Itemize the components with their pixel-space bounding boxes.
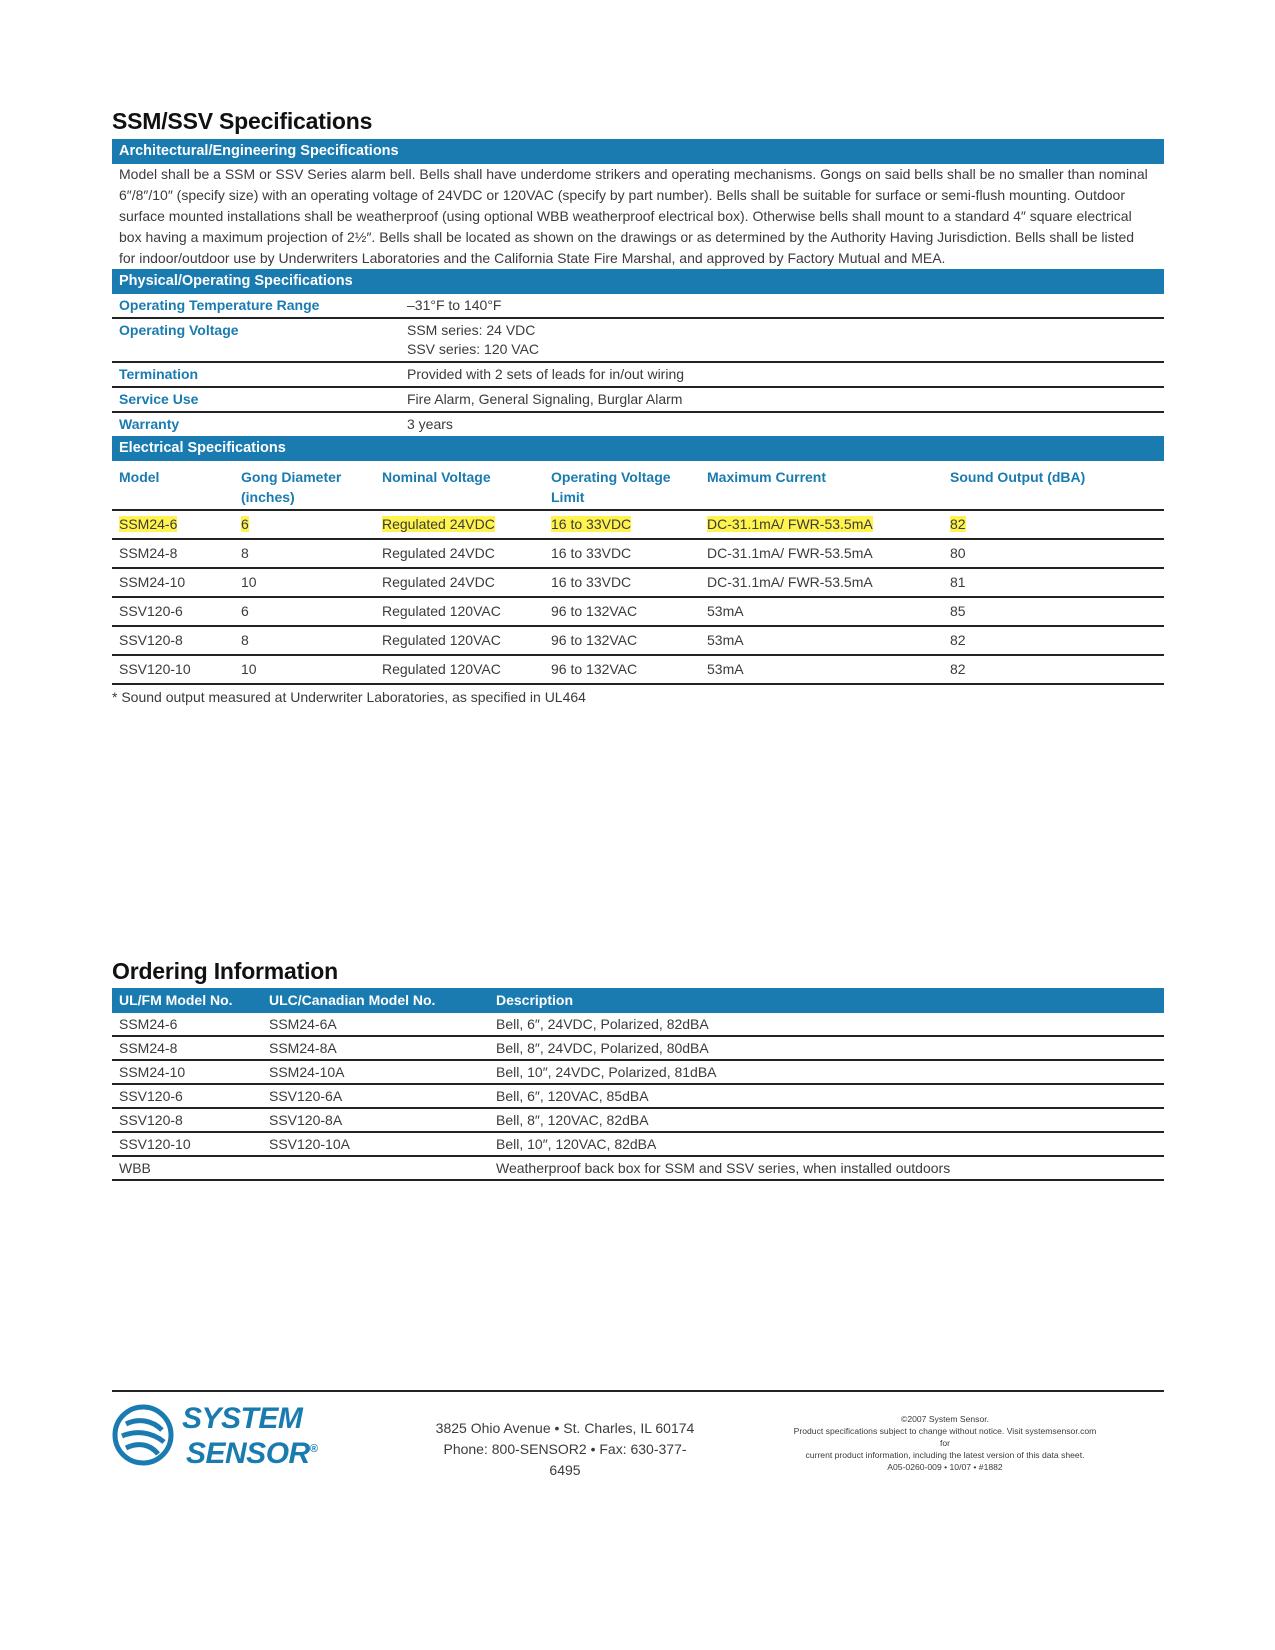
table-cell: 8 — [234, 539, 375, 568]
disclaimer-line: Product specifications subject to change without notice. Visit systemsensor.com for — [793, 1426, 1097, 1448]
spec-label: Operating Temperature Range — [112, 294, 400, 318]
table-cell: 8 — [234, 626, 375, 655]
table-row — [112, 1013, 1164, 1036]
column-header: ULC/Canadian Model No. — [262, 988, 489, 1013]
table-cell: SSV120-10A — [262, 1132, 489, 1156]
copyright-block — [790, 1413, 1100, 1473]
system-sensor-logo — [112, 1402, 362, 1472]
table-cell: DC-31.1mA/ FWR-53.5mA — [700, 539, 943, 568]
table-cell: SSM24-10A — [262, 1060, 489, 1084]
table-cell: 16 to 33VDC — [544, 539, 700, 568]
table-row — [112, 387, 1164, 412]
column-header: Nominal Voltage — [375, 461, 544, 510]
table-cell: Bell, 6″, 120VAC, 85dBA — [489, 1084, 1164, 1108]
table-cell: SSM24-8 — [112, 1036, 262, 1060]
table-row — [112, 1156, 1164, 1180]
table-row — [112, 539, 1164, 568]
spec-label: Termination — [112, 362, 400, 387]
table-cell: 82 — [943, 655, 1164, 684]
copyright-line: ©2007 System Sensor. — [900, 1414, 990, 1424]
table-cell: SSM24-6A — [262, 1013, 489, 1036]
column-header: Operating Voltage Limit — [544, 461, 700, 510]
highlighted-text: 16 to 33VDC — [551, 516, 632, 532]
logo-line-2-text: SENSOR — [186, 1437, 310, 1470]
spec-value: –31°F to 140°F — [400, 294, 1164, 318]
table-cell: SSM24-8A — [262, 1036, 489, 1060]
spec-label: Operating Voltage — [112, 318, 400, 362]
table-row — [112, 597, 1164, 626]
column-header: Description — [489, 988, 1164, 1013]
table-cell: 96 to 132VAC — [544, 626, 700, 655]
document-code: A05-0260-009 • 10/07 • #1882 — [887, 1462, 1003, 1472]
table-cell: WBB — [112, 1156, 262, 1180]
table-cell: Bell, 8″, 24VDC, Polarized, 80dBA — [489, 1036, 1164, 1060]
table-cell: 10 — [234, 568, 375, 597]
table-cell — [234, 510, 375, 539]
spec-value: Provided with 2 sets of leads for in/out wiring — [400, 362, 1164, 387]
table-cell: 6 — [234, 597, 375, 626]
footer-divider — [112, 1390, 1164, 1392]
ordering-table — [112, 988, 1164, 1181]
column-header: Gong Diameter (inches) — [234, 461, 375, 510]
arch-spec-text: Model shall be a SSM or SSV Series alarm bell. Bells shall have underdome strikers and operating mechanisms. Gongs on said bells shall be no smaller than nominal 6″/8″/10″ (specify size) with an operating voltage of 24VDC or 120VAC (specify by part number). Bells shall be suitable for surface or semi-flush mounting. Outdoor surface mounted installations shall be weatherproof (using optional WBB weatherproof electrical box). Otherwise bells shall mount to a standard 4″ square electrical box having a maximum projection of 2½″. Bells shall be located as shown on the drawings or as determined by the Authority Having Jurisdiction. Bells shall be listed for indoor/outdoor use by Underwriters Laboratories and the California State Fire Marshal, and approved by Factory Mutual and MEA. — [119, 166, 1148, 266]
electrical-spec-header: Electrical Specifications — [112, 436, 1164, 461]
table-cell: 82 — [943, 626, 1164, 655]
table-row — [112, 318, 1164, 362]
table-row — [112, 626, 1164, 655]
table-cell: SSM24-6 — [112, 1013, 262, 1036]
table-row — [112, 1108, 1164, 1132]
physical-spec-header: Physical/Operating Specifications — [112, 269, 1164, 294]
specifications-section — [112, 108, 1164, 705]
table-row — [112, 1084, 1164, 1108]
table-row — [112, 362, 1164, 387]
table-row — [112, 568, 1164, 597]
table-cell: DC-31.1mA/ FWR-53.5mA — [700, 568, 943, 597]
sound-output-note: * Sound output measured at Underwriter Laboratories, as specified in UL464 — [112, 689, 586, 705]
table-cell: 53mA — [700, 597, 943, 626]
arch-spec-header: Architectural/Engineering Specifications — [112, 139, 1164, 164]
table-cell: Regulated 120VAC — [375, 626, 544, 655]
table-cell: SSV120-8 — [112, 626, 234, 655]
table-cell: 80 — [943, 539, 1164, 568]
highlighted-text: Regulated 24VDC — [382, 516, 495, 532]
address-line: 3825 Ohio Avenue • St. Charles, IL 60174 — [435, 1420, 695, 1436]
logo-line-2 — [182, 1434, 317, 1469]
electrical-rows — [112, 510, 1164, 684]
table-row — [112, 412, 1164, 436]
spec-label: Service Use — [112, 387, 400, 412]
highlighted-text: SSM24-6 — [119, 516, 178, 532]
spec-value: Fire Alarm, General Signaling, Burglar Alarm — [400, 387, 1164, 412]
table-cell: Bell, 8″, 120VAC, 82dBA — [489, 1108, 1164, 1132]
table-cell — [262, 1156, 489, 1180]
table-cell: SSM24-10 — [112, 568, 234, 597]
spec-value: 3 years — [407, 416, 453, 432]
ordering-title: Ordering Information — [112, 958, 339, 984]
table-cell: Regulated 120VAC — [375, 597, 544, 626]
table-row — [112, 1036, 1164, 1060]
table-cell: SSV120-6 — [112, 597, 234, 626]
disclaimer-line: current product information, including the latest version of this data sheet. — [805, 1450, 1085, 1460]
table-header-row — [112, 461, 1164, 510]
spec-label: Warranty — [119, 416, 180, 432]
table-cell — [943, 510, 1164, 539]
table-cell: SSV120-8 — [112, 1108, 262, 1132]
highlighted-text: 6 — [241, 516, 249, 532]
logo-wordmark — [182, 1404, 317, 1469]
table-cell: Bell, 6″, 24VDC, Polarized, 82dBA — [489, 1013, 1164, 1036]
table-row — [112, 655, 1164, 684]
column-header: Model — [112, 461, 234, 510]
electrical-spec-table — [112, 461, 1164, 685]
table-cell: 53mA — [700, 626, 943, 655]
table-cell: 96 to 132VAC — [544, 597, 700, 626]
logo-line-1: SYSTEM — [182, 1402, 303, 1435]
table-cell: Bell, 10″, 24VDC, Polarized, 81dBA — [489, 1060, 1164, 1084]
table-cell: 53mA — [700, 655, 943, 684]
physical-spec-table — [112, 294, 1164, 436]
table-cell — [112, 510, 234, 539]
table-cell: SSV120-6A — [262, 1084, 489, 1108]
column-header: UL/FM Model No. — [112, 988, 262, 1013]
table-cell: SSV120-8A — [262, 1108, 489, 1132]
logo-mark-icon — [112, 1402, 174, 1468]
table-cell: SSV120-10 — [112, 655, 234, 684]
company-address — [430, 1418, 700, 1481]
highlighted-text: DC-31.1mA/ FWR-53.5mA — [707, 516, 873, 532]
specs-title: SSM/SSV Specifications — [112, 108, 373, 134]
ordering-section — [112, 988, 1164, 1181]
table-cell: 96 to 132VAC — [544, 655, 700, 684]
table-cell — [700, 510, 943, 539]
column-header: Sound Output (dBA) — [943, 461, 1164, 510]
spec-value-line: SSV series: 120 VAC — [407, 341, 540, 357]
table-header-row — [112, 988, 1164, 1013]
table-cell: Weatherproof back box for SSM and SSV series, when installed outdoors — [489, 1156, 1164, 1180]
table-cell: 10 — [234, 655, 375, 684]
table-cell: 16 to 33VDC — [544, 568, 700, 597]
registered-mark: ® — [309, 1443, 318, 1455]
table-cell: SSV120-6 — [112, 1084, 262, 1108]
spec-value — [400, 318, 1164, 362]
table-cell: Bell, 10″, 120VAC, 82dBA — [489, 1132, 1164, 1156]
table-row — [112, 1132, 1164, 1156]
column-header: Maximum Current — [700, 461, 943, 510]
table-cell: 85 — [943, 597, 1164, 626]
table-cell: Regulated 24VDC — [375, 568, 544, 597]
table-cell: 81 — [943, 568, 1164, 597]
table-row — [112, 1060, 1164, 1084]
spec-value-line: SSM series: 24 VDC — [407, 322, 536, 338]
table-cell: Regulated 120VAC — [375, 655, 544, 684]
highlighted-text: 82 — [950, 516, 966, 532]
table-cell — [375, 510, 544, 539]
table-cell — [544, 510, 700, 539]
table-cell: SSM24-8 — [112, 539, 234, 568]
phone-line: Phone: 800-SENSOR2 • Fax: 630-377-6495 — [443, 1441, 687, 1478]
table-row-highlighted — [112, 510, 1164, 539]
table-cell: SSM24-10 — [112, 1060, 262, 1084]
table-row — [112, 294, 1164, 318]
table-cell: Regulated 24VDC — [375, 539, 544, 568]
table-cell: SSV120-10 — [112, 1132, 262, 1156]
